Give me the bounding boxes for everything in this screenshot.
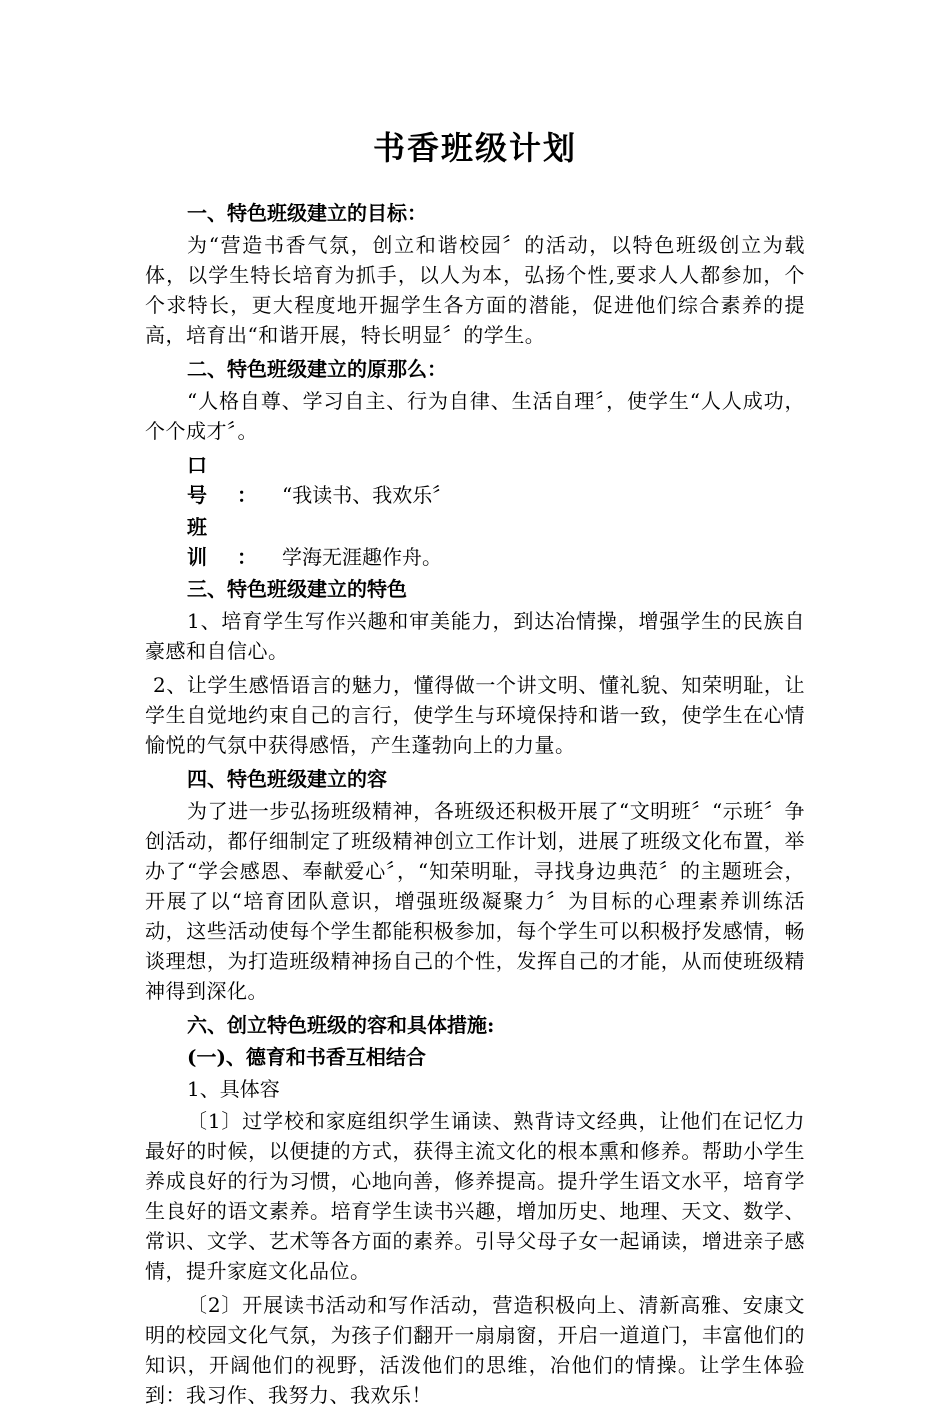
motto-label: 班训： (187, 515, 287, 569)
section-6-paragraph-1: 〔1〕过学校和家庭组织学生诵读、熟背诗文经典，让他们在记忆力最好的时候，以便捷的方式，获得主流文化的根本熏和修养。帮助小学生养成良好的行为习惯，心地向善，修养提高。提升学生语文水平，培育学生良好的语文素养。培育学生读书兴趣，增加历史、地理、天文、数学、常识、文学、艺术等各方面的素养。引导父母子女一起诵读，增进亲子感情，提升家庭文化品位。 (145, 1109, 805, 1283)
section-2-paragraph: “人格自尊、学习自主、行为自律、生活自理〞，使学生“人人成功，个个成才〞。 (145, 389, 805, 443)
slogan-value: “我读书、我欢乐〞 (282, 483, 453, 507)
motto-line (145, 512, 805, 572)
section-3-paragraph-2: 2、让学生感悟语言的魅力，懂得做一个讲文明、懂礼貌、知荣明耻，让学生自觉地约束自己的言行，使学生与环境保持和谐一致，使学生在心情愉悦的气氛中获得感悟，产生蓬勃向上的力量。 (145, 673, 805, 757)
document-page (145, 128, 805, 1414)
section-6-subheading: (一)、德育和书香互相结合 (187, 1045, 426, 1069)
section-2-heading: 二、特色班级建立的原那么： (187, 357, 447, 381)
section-1-heading: 一、特色班级建立的目标： (187, 201, 427, 225)
section-6-paragraph-2: 〔2〕开展读书活动和写作活动，营造积极向上、清新高雅、安康文明的校园文化气氛，为孩子们翻开一扇扇窗，开启一道道门，丰富他们的知识，开阔他们的视野，活泼他们的思维，冶他们的情操。让学生体验到：我习作、我努力、我欢乐！ (145, 1293, 805, 1407)
slogan-line (145, 450, 805, 510)
section-6-item-heading: 1、具体容 (187, 1077, 280, 1101)
slogan-label: 口号： (187, 453, 287, 507)
section-4-heading: 四、特色班级建立的容 (187, 767, 387, 791)
section-4-paragraph: 为了进一步弘扬班级精神，各班级还积极开展了“文明班〞“示班〞争创活动，都仔细制定了班级精神创立工作计划，进展了班级文化布置，举办了“学会感恩、奉献爱心〞，“知荣明耻，寻找身边典范〞的主题班会，开展了以“培育团队意识，增强班级凝聚力〞为目标的心理素养训练活动，这些活动使每个学生都能积极参加，每个学生可以积极抒发感情，畅谈理想，为打造班级精神扬自己的个性，发挥自己的才能，从而使班级精神得到深化。 (145, 799, 805, 1003)
section-1-paragraph: 为“营造书香气氛，创立和谐校园〞的活动，以特色班级创立为载体，以学生特长培育为抓手，以人为本，弘扬个性,要求人人都参加，个个求特长，更大程度地开掘学生各方面的潜能，促进他们综合素养的提高，培育出“和谐开展，特长明显〞的学生。 (145, 233, 805, 347)
section-3-paragraph-1: 1、培育学生写作兴趣和审美能力，到达冶情操，增强学生的民族自豪感和自信心。 (145, 609, 805, 663)
motto-value: 学海无涯趣作舟。 (282, 545, 442, 569)
document-title: 书香班级计划 (372, 129, 577, 167)
section-6-heading: 六、创立特色班级的容和具体措施: (187, 1013, 495, 1037)
section-3-heading: 三、特色班级建立的特色 (187, 577, 407, 601)
